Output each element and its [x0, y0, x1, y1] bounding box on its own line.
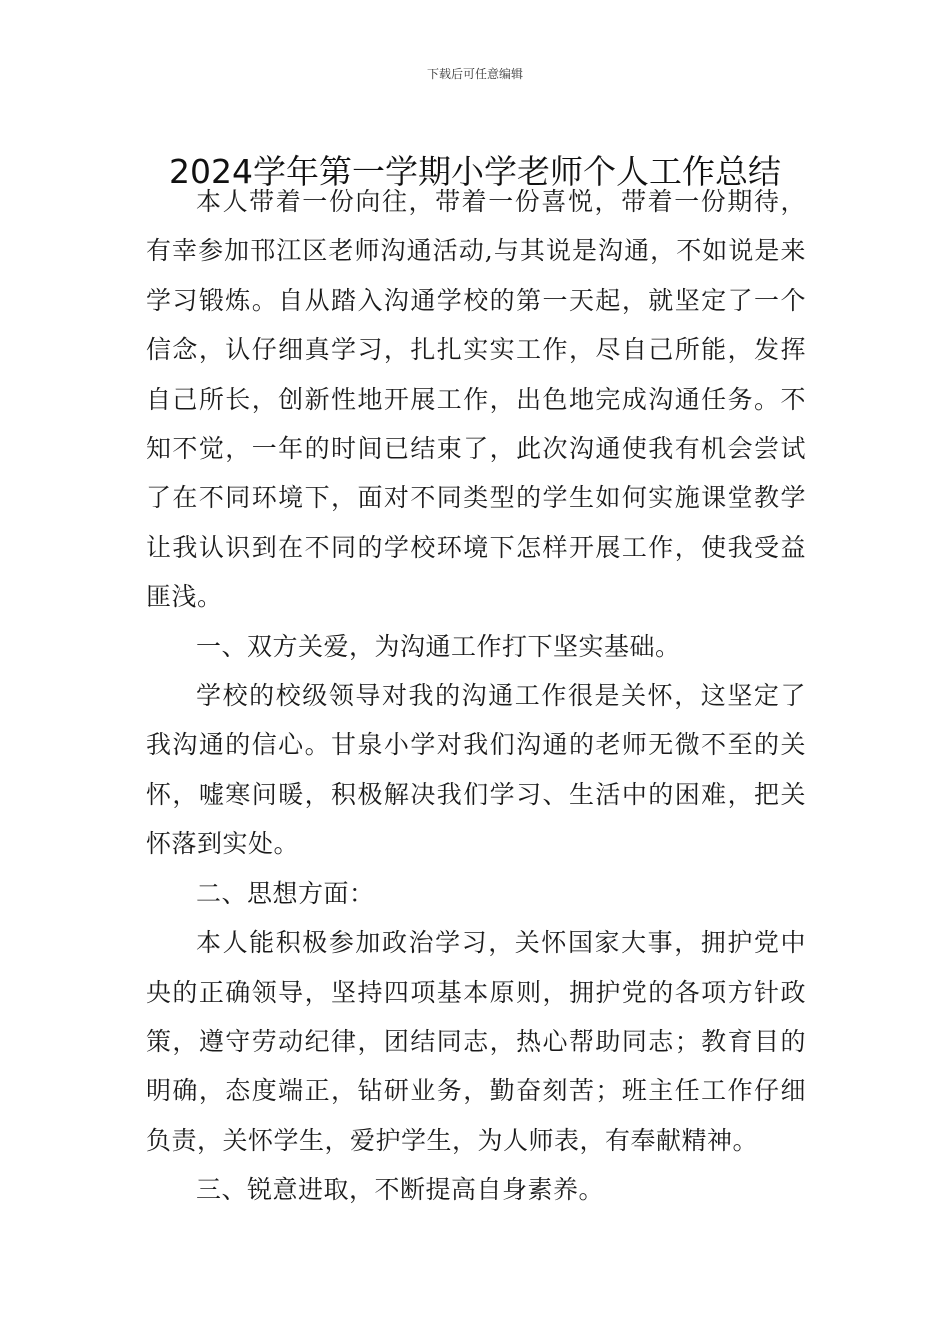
paragraph-intro: 本人带着一份向往，带着一份喜悦，带着一份期待，有幸参加邗江区老师沟通活动,与其说是沟通，不如说是来学习锻炼。自从踏入沟通学校的第一天起，就坚定了一个信念，认仔细真学习，扎扎实实工作，尽自己所能，发挥自己所长，创新性地开展工作，出色地完成沟通任务。不知不觉，一年的时间已结束了，此次沟通使我有机会尝试了在不同环境下，面对不同类型的学生如何实施课堂教学让我认识到在不同的学校环境下怎样开展工作，使我受益匪浅。 — [146, 187, 806, 612]
paragraph-section-2: 本人能积极参加政治学习，关怀国家大事，拥护党中央的正确领导，坚持四项基本原则，拥护党的各项方针政策，遵守劳动纪律，团结同志，热心帮助同志；教育目的明确，态度端正，钻研业务，勤奋刻苦；班主任工作仔细负责，关怀学生，爱护学生，为人师表，有奉献精神。 — [146, 928, 806, 1155]
paragraph-section-1: 学校的校级领导对我的沟通工作很是关怀，这坚定了我沟通的信心。甘泉小学对我们沟通的老师无微不至的关怀，嘘寒问暖，积极解决我们学习、生活中的困难，把关怀落到实处。 — [146, 681, 806, 859]
section-heading-1: 一、双方关爱，为沟通工作打下坚实基础。 — [196, 631, 681, 661]
section-heading-2: 二、思想方面： — [196, 878, 375, 908]
document-body — [146, 177, 806, 1215]
header-note: 下载后可任意编辑 — [426, 67, 523, 81]
document-title: 2024学年第一学期小学老师个人工作总结 — [169, 152, 781, 192]
section-heading-3: 三、锐意进取，不断提高自身素养。 — [196, 1175, 605, 1205]
